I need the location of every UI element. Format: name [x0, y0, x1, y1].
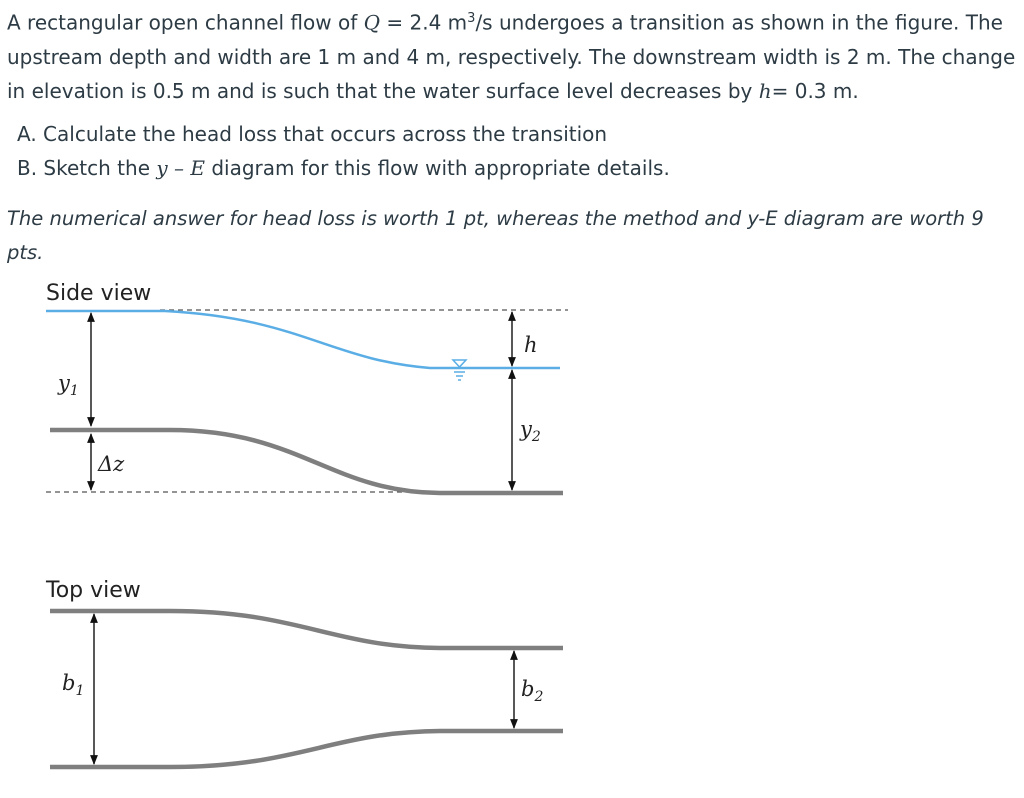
- channel-bed-line: [50, 430, 563, 493]
- delta-z-label: Δz: [98, 452, 125, 476]
- problem-statement: [7, 2, 1019, 108]
- grading-note: The numerical answer for head loss is worth 1 pt, whereas the method and y-E diagram are worth 9 pts.: [7, 207, 984, 264]
- water-surface-symbol: [453, 360, 466, 380]
- task-b: [17, 151, 670, 185]
- problem-text-3: /s undergoes a transition as shown in the figure. The upstream depth and width are 1 m and 4 m, respectively. The downstream width is 2 m. The change in elevation is 0.5 m and is such that the water surface level decreases by: [7, 10, 1016, 103]
- figure: [0, 260, 1024, 794]
- q-symbol: Q: [363, 10, 381, 35]
- task-b-prefix: B. Sketch the: [17, 156, 157, 180]
- problem-text-1: A rectangular open channel flow of: [7, 10, 364, 35]
- top-view-title: Top view: [46, 578, 141, 603]
- problem-text-4: = 0.3 m.: [771, 78, 859, 103]
- h-label: h: [524, 333, 538, 357]
- task-list: [17, 117, 670, 185]
- exponent: 3: [467, 11, 476, 26]
- side-view-title: Side view: [46, 281, 152, 306]
- h-symbol: h: [758, 78, 772, 103]
- task-b-suffix: diagram for this flow with appropriate details.: [204, 156, 670, 180]
- top-wall-lower: [50, 731, 563, 767]
- problem-text-2: = 2.4 m: [380, 10, 468, 35]
- b2-label: $b_2$: [521, 677, 544, 705]
- task-b-math: y – E: [156, 156, 205, 180]
- water-surface-line: [46, 311, 560, 368]
- top-wall-upper: [50, 611, 563, 648]
- figure-svg: [0, 260, 1024, 794]
- b1-label: $b_1$: [62, 671, 85, 699]
- y2-label: $y_2$: [520, 417, 541, 445]
- task-a: A. Calculate the head loss that occurs across the transition: [17, 122, 608, 146]
- y1-label: $y_1$: [58, 371, 79, 399]
